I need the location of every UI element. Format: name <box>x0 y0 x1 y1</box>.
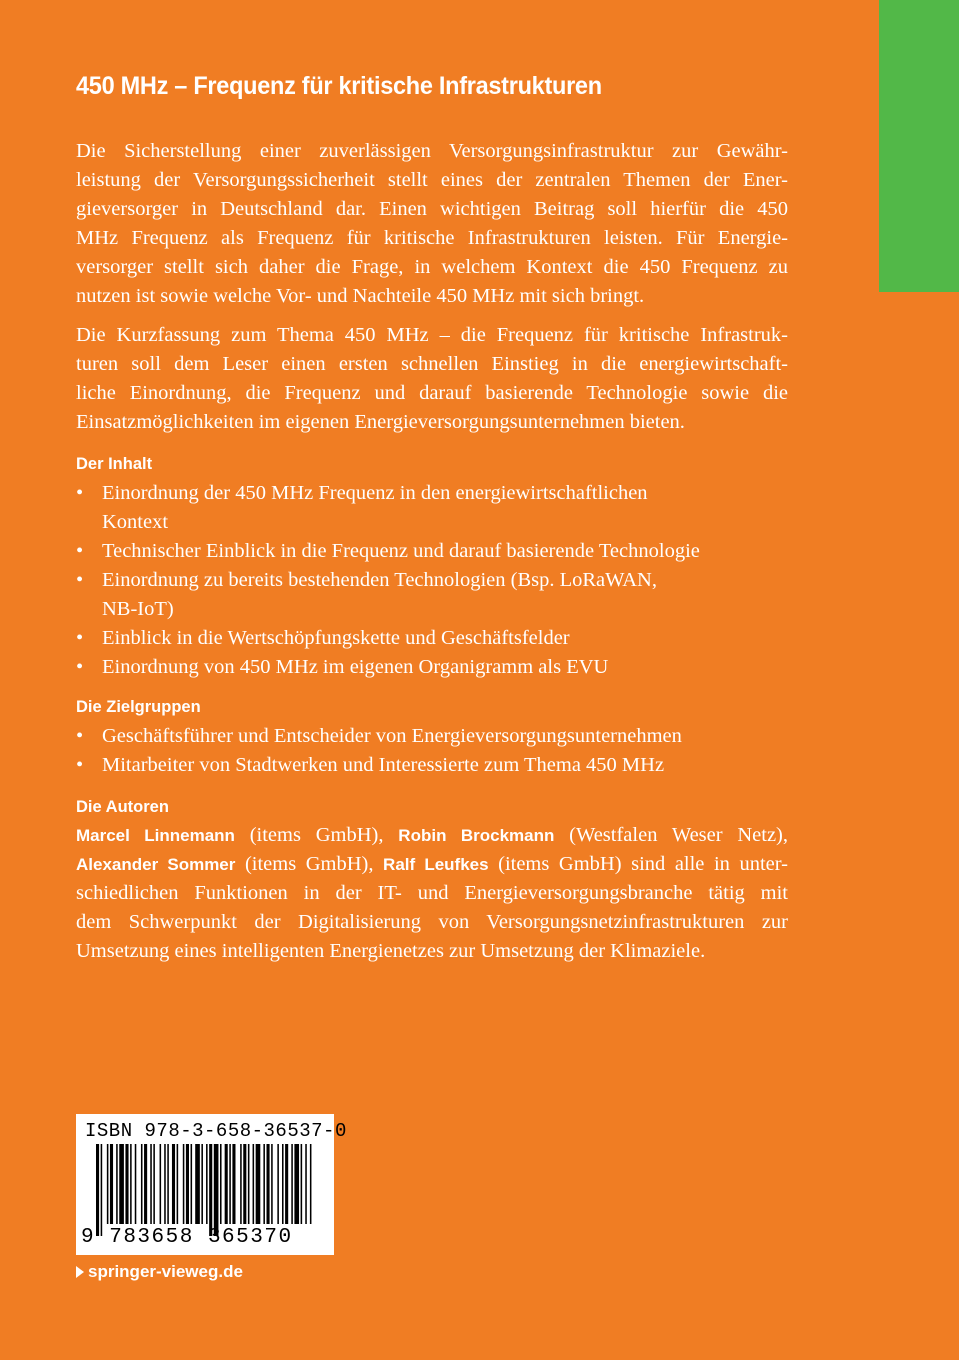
barcode-bar <box>294 1144 299 1224</box>
list-item-text: Mitarbeiter von Stadtwerken und Interessierte zum Thema 450 MHz <box>102 754 665 776</box>
summary-paragraph <box>76 321 788 437</box>
barcode-bar <box>305 1144 307 1224</box>
intro-line: nutzen ist sowie welche Vor- und Nachteile 450 MHz mit sich bringt. <box>76 285 645 307</box>
list-item <box>76 479 796 537</box>
bullet-icon: • <box>76 725 84 747</box>
barcode-bar <box>220 1144 222 1224</box>
intro-line: versorger stellt sich daher die Frage, in welchem Kontext die 450 Frequenz zu <box>76 256 788 278</box>
authors-line: Umsetzung eines intelligenten Energienetzes zur Umsetzung der Klimaziele. <box>76 940 706 962</box>
barcode-bar <box>206 1144 208 1224</box>
authors-paragraph <box>76 821 788 966</box>
list-item-text: Kontext <box>102 511 169 533</box>
barcode-bar <box>291 1144 293 1224</box>
list-item <box>76 566 796 624</box>
barcode-bar <box>248 1144 250 1224</box>
list-item <box>76 624 796 653</box>
barcode-bar <box>153 1144 155 1224</box>
list-item-text: Einblick in die Wertschöpfungskette und Geschäftsfelder <box>102 627 570 649</box>
barcode-bar <box>110 1144 113 1224</box>
author-affiliation: (items GmbH), <box>235 853 384 875</box>
barcode-bar <box>183 1144 185 1224</box>
barcode-bar <box>186 1144 189 1224</box>
intro-line: leistung der Versorgungssicherheit stellt eines der zentralen Themen der Ener- <box>76 169 788 191</box>
audience-list <box>76 722 796 780</box>
list-item-text: Einordnung der 450 MHz Frequenz in den energiewirtschaftlichen <box>102 482 648 504</box>
green-accent-tab <box>879 0 959 292</box>
summary-line: Die Kurzfassung zum Thema 450 MHz – die Frequenz für kritische Infrastruk- <box>76 324 788 346</box>
isbn-label: ISBN 978-3-658-36537-0 <box>85 1120 347 1142</box>
barcode-bar <box>135 1144 137 1224</box>
bullet-icon: • <box>76 482 84 504</box>
barcode-bar <box>267 1144 270 1224</box>
author-affiliation: (items GmbH) sind alle in unter- <box>488 853 788 875</box>
barcode-bar <box>167 1144 169 1224</box>
content-list <box>76 479 796 682</box>
barcode-bar <box>191 1144 193 1224</box>
summary-line: liche Einordnung, die Frequenz und darauf basierende Technologie sowie die <box>76 382 788 404</box>
author-name: Robin Brockmann <box>398 826 555 845</box>
barcode-bar <box>96 1144 99 1236</box>
ean-digits <box>81 1226 293 1249</box>
author-name: Ralf Leufkes <box>383 855 489 874</box>
bullet-icon: • <box>76 754 84 776</box>
barcode-bar <box>160 1144 162 1224</box>
barcode-bar <box>256 1144 261 1224</box>
content-heading: Der Inhalt <box>76 455 153 473</box>
author-affiliation: (Westfalen Weser Netz), <box>554 824 789 846</box>
barcode-bar <box>130 1144 132 1224</box>
intro-line: MHz Frequenz als Frequenz für kritische Infrastrukturen leisten. Für Energie- <box>76 227 788 249</box>
barcode-bar <box>243 1144 246 1224</box>
barcode-bar <box>282 1144 284 1224</box>
summary-line: turen soll dem Leser einen ersten schnellen Einstieg in die energiewirtschaft- <box>76 353 788 375</box>
ean-first-digit: 9 <box>81 1226 96 1249</box>
audience-heading: Die Zielgruppen <box>76 698 201 716</box>
barcode-bar <box>240 1144 242 1224</box>
barcode-bar <box>253 1144 255 1224</box>
list-item-text: NB-IoT) <box>102 598 174 620</box>
barcode-bar <box>144 1144 147 1224</box>
barcode-bar <box>271 1144 273 1224</box>
list-item <box>76 653 796 682</box>
barcode-bar <box>201 1144 203 1224</box>
barcode-bar <box>209 1144 212 1236</box>
barcode-bar <box>229 1144 231 1224</box>
summary-line: Einsatzmöglichkeiten im eigenen Energieversorgungsunternehmen bieten. <box>76 411 685 433</box>
list-item-text: Einordnung zu bereits bestehenden Technologien (Bsp. LoRaWAN, <box>102 569 657 591</box>
website-text: springer-vieweg.de <box>88 1262 243 1281</box>
ean-left-group: 783658 <box>109 1226 194 1249</box>
list-item-text: Technischer Einblick in die Frequenz und darauf basierende Technologie <box>102 540 700 562</box>
barcode-bar <box>310 1144 312 1224</box>
bullet-icon: • <box>76 627 84 649</box>
barcode-bar <box>225 1144 228 1224</box>
ean-right-group: 365370 <box>207 1226 293 1249</box>
barcode-bar <box>232 1144 235 1224</box>
play-arrow-icon <box>76 1266 84 1278</box>
authors-line: dem Schwerpunkt der Digitalisierung von Versorgungsnetzinfrastrukturen zur <box>76 911 788 933</box>
list-item <box>76 537 796 566</box>
publisher-website-link[interactable] <box>76 1262 243 1282</box>
barcode-bar <box>116 1144 118 1224</box>
barcode-bar <box>172 1144 175 1224</box>
authors-line <box>76 821 788 850</box>
barcode-bar <box>277 1144 279 1224</box>
barcode-bar <box>195 1144 200 1224</box>
barcode-bar <box>164 1144 166 1224</box>
bullet-icon: • <box>76 569 84 591</box>
book-title: 450 MHz – Frequenz für kritische Infrastrukturen <box>76 72 602 100</box>
barcode-bar <box>125 1144 128 1224</box>
author-name: Alexander Sommer <box>76 855 236 874</box>
intro-line: gieversorger in Deutschland dar. Einen wichtigen Beitrag soll hierfür die 450 <box>76 198 788 220</box>
intro-line: Die Sicherstellung einer zuverlässigen Versorgungsinfrastruktur zur Gewähr- <box>76 140 788 162</box>
bullet-icon: • <box>76 540 84 562</box>
author-affiliation: (items GmbH), <box>234 824 399 846</box>
barcode-bar <box>119 1144 124 1224</box>
intro-paragraph <box>76 137 788 311</box>
barcode-bar <box>101 1144 103 1236</box>
authors-heading: Die Autoren <box>76 798 169 816</box>
authors-line <box>76 850 788 879</box>
barcode-bar <box>263 1144 265 1224</box>
list-item <box>76 751 796 780</box>
list-item-text: Einordnung von 450 MHz im eigenen Organigramm als EVU <box>102 656 609 678</box>
bullet-icon: • <box>76 656 84 678</box>
barcode-bar <box>107 1144 109 1224</box>
barcode-bar <box>285 1144 288 1224</box>
barcode-bar <box>177 1144 179 1224</box>
barcode-bar <box>214 1144 219 1236</box>
barcode-bar <box>150 1144 152 1224</box>
isbn-barcode <box>76 1114 347 1255</box>
barcode-bar <box>141 1144 143 1224</box>
authors-line: schiedlichen Funktionen in der IT- und Energieversorgungsbranche tätig mit <box>76 882 788 904</box>
list-item <box>76 722 796 751</box>
author-name: Marcel Linnemann <box>76 826 235 845</box>
barcode-bar <box>301 1144 303 1224</box>
list-item-text: Geschäftsführer und Entscheider von Energieversorgungsunternehmen <box>102 725 682 747</box>
